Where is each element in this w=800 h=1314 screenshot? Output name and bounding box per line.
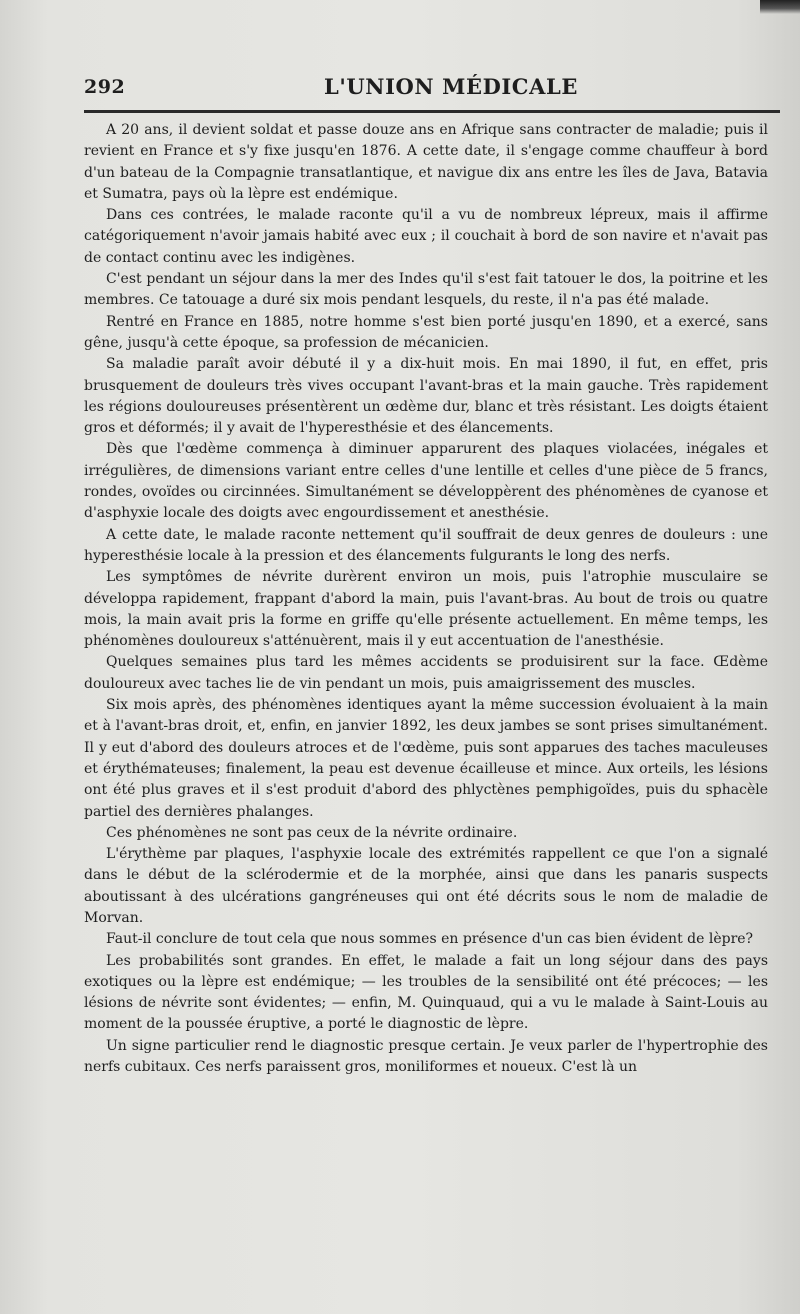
paragraph: Sa maladie paraît avoir débuté il y a dix-huit mois. En mai 1890, il fut, en effet, pris brusquement de douleurs très vives occupant l'avant-bras et la main gauche. Très rapidement les régions douloureuses présentèrent un œdème dur, blanc et très résistant. Les doigts étaient gros et déformés; il y avait de l'hyperesthésie et des élancements. (84, 356, 768, 437)
paragraph: Quelques semaines plus tard les mêmes accidents se produisirent sur la face. Œdème douloureux avec taches lie de vin pendant un mois, puis amaigrissement des muscles. (84, 654, 768, 692)
paragraph: Les probabilités sont grandes. En effet, le malade a fait un long séjour dans des pays exotiques ou la lèpre est endémique; — les troubles de la sensibilité ont été précoces; — les lésions de névrite sont évidentes; — enfin, M. Quinquaud, qui a vu le malade à Saint-Louis au moment de la poussée éruptive, a porté le diagnostic de lèpre. (84, 952, 768, 1033)
paragraph: Six mois après, des phénomènes identiques ayant la même succession évoluaient à la main et à l'avant-bras droit, et, enfin, en janvier 1892, les deux jambes se sont prises simultanément. Il y eut d'abord des douleurs atroces et de l'œdème, puis sont apparues des taches maculeuses et érythémateuses; finalement, la peau est devenue écailleuse et mince. Aux orteils, les lésions ont été plus graves et il s'est produit d'abord des phlyctènes pemphigoïdes, puis du sphacèle partiel des dernières phalanges. (84, 697, 768, 820)
paragraph: Un signe particulier rend le diagnostic presque certain. Je veux parler de l'hypertrophie des nerfs cubitaux. Ces nerfs paraissent gros, moniliformes et noueux. C'est là un (84, 1037, 768, 1076)
paragraph: Faut-il conclure de tout cela que nous sommes en présence d'un cas bien évident de lèpre? (106, 931, 754, 948)
paragraph: Ces phénomènes ne sont pas ceux de la névrite ordinaire. (106, 824, 518, 841)
paragraph: Les symptômes de névrite durèrent environ un mois, puis l'atrophie musculaire se développa rapidement, frappant d'abord la main, puis l'avant-bras. Au bout de trois ou quatre mois, la main avait pris la forme en griffe qu'elle présente actuellement. En même temps, les phénomènes douloureux s'atténuèrent, mais il y eut accentuation de l'anesthésie. (84, 569, 768, 650)
paragraph: A cette date, le malade raconte nettement qu'il souffrait de deux genres de douleurs : une hyperesthésie locale à la pression et des élancements fulgurants le long des nerfs. (84, 526, 768, 564)
paragraph: A 20 ans, il devient soldat et passe douze ans en Afrique sans contracter de maladie; puis il revient en France et s'y fixe jusqu'en 1876. A cette date, il s'engage comme chauffeur à bord d'un bateau de la Compagnie transatlantique, et navigue dix ans entre les îles de Java, Batavia et Sumatra, pays où la lèpre est endémique. (84, 122, 768, 202)
paragraph: Rentré en France en 1885, notre homme s'est bien porté jusqu'en 1890, et a exercé, sans gêne, jusqu'à cette époque, sa profession de mécanicien. (84, 313, 768, 351)
paragraph: Dans ces contrées, le malade raconte qu'il a vu de nombreux lépreux, mais il affirme catégoriquement n'avoir jamais habité avec eux ; il couchait à bord de son navire et n'avait pas de contact continu avec les indigènes. (84, 207, 768, 266)
body-text (84, 120, 768, 1078)
page-header (84, 74, 780, 108)
paragraph: L'érythème par plaques, l'asphyxie locale des extrémités rappellent ce que l'on a signalé dans le début de la sclérodermie et de la morphée, ainsi que dans les panaris suspects aboutissant à des ulcérations gangréneuses qui ont été décrits sous le nom de maladie de Morvan. (84, 846, 768, 926)
running-title: L'UNION MÉDICALE (324, 74, 578, 99)
scan-edge-shadow (760, 0, 800, 14)
page-number: 292 (84, 76, 126, 98)
paragraph: Dès que l'œdème commença à diminuer apparurent des plaques violacées, inégales et irrégulières, de dimensions variant entre celles d'une lentille et celles d'une pièce de 5 francs, rondes, ovoïdes ou circinnées. Simultanément se développèrent des phénomènes de cyanose et d'asphyxie locale des doigts avec engourdissement et anesthésie. (84, 441, 768, 522)
header-rule (84, 110, 780, 113)
paragraph: C'est pendant un séjour dans la mer des Indes qu'il s'est fait tatouer le dos, la poitrine et les membres. Ce tatouage a duré six mois pendant lesquels, du reste, il n'a pas été malade. (84, 271, 768, 309)
